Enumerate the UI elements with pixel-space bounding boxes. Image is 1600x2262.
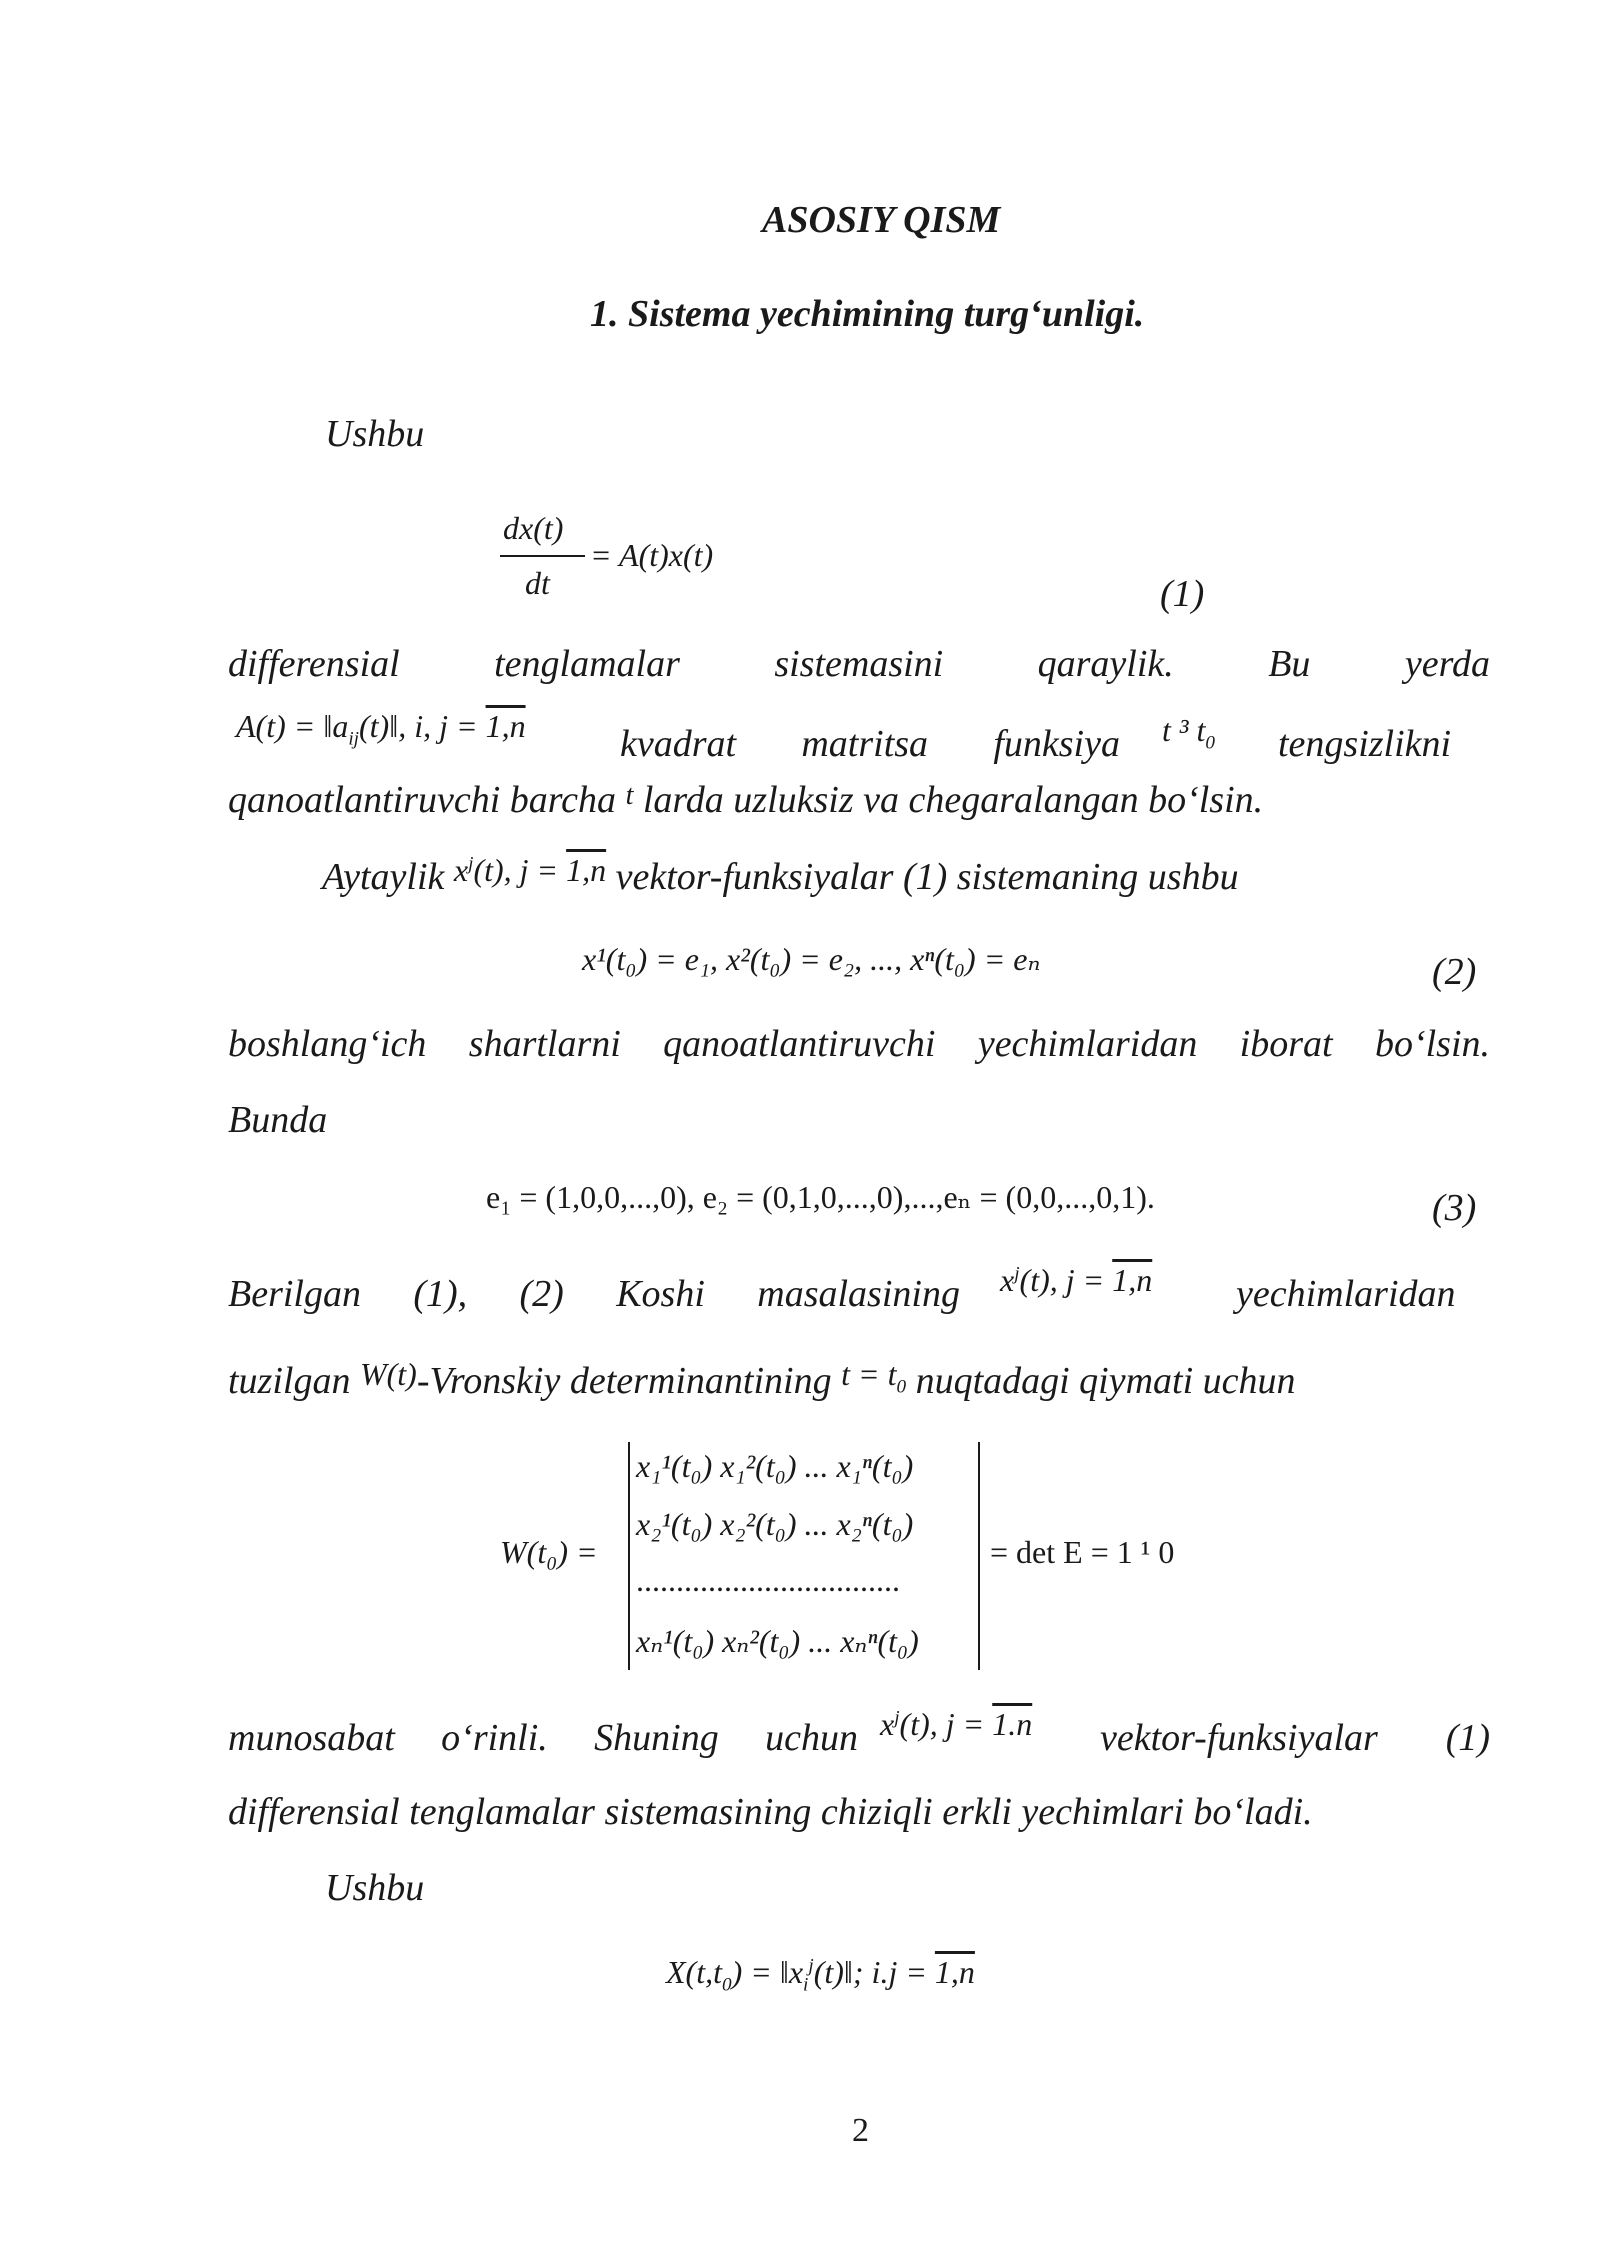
section-title: 1. Sistema yechimining turg‘unligi. [590,293,1145,335]
det-row-3: ................................. [636,1562,900,1598]
word: qaraylik. [1037,643,1174,685]
det-row-2: x₂¹(t₀) x₂²(t₀) ... x₂ⁿ(t₀) [636,1506,914,1542]
paragraph-6-tail: vektor-funksiyalar (1) [1100,1717,1490,1759]
eq1-rhs: = A(t)x(t) [590,537,714,573]
page-heading: ASOSIY QISM [762,199,1001,241]
eq1-fraction-line [500,555,585,557]
paragraph-4-line-2: Bunda [228,1099,328,1141]
eq1-numerator: dx(t) [503,510,564,546]
page-number: 2 [852,2112,869,2149]
equation-3: e₁ = (1,0,0,...,0), e₂ = (0,1,0,...,0),...,eₙ = (0,0,...,0,1). [486,1179,1155,1215]
word: differensial [228,643,400,685]
paragraph-4-line-1: boshlang‘ich shartlarni qanoatlantiruvchi yechimlaridan iborat bo‘lsin. [228,1023,1490,1065]
matrix-definition: $A(t) = ‖a_{ij}(t)‖$, i, j = 1,n [236,708,526,750]
det-left-bar [628,1442,630,1670]
paragraph-6-line-2: differensial tenglamalar sistemasining chiziqli erkli yechimlari bo‘ladi. [228,1791,1313,1833]
det-right-bar [978,1442,980,1670]
word: sistemasini [774,643,944,685]
word: Bu [1268,643,1311,685]
paragraph-5-line-2: tuzilgan $^{W(t)}$-Vronskiy determinantining $^{t = t_0}$ nuqtadagi qiymati uchun [228,1356,1296,1402]
det-row-4: xₙ¹(t₀) xₙ²(t₀) ... xₙⁿ(t₀) [636,1623,919,1659]
time-condition: t ³ $t_0$ [1162,712,1215,754]
paragraph-7: Ushbu [325,1867,425,1909]
paragraph-6-words: munosabat o‘rinli. Shuning uchun [228,1717,858,1759]
det-lhs: W(t₀) = [500,1534,598,1570]
det-rhs: = det E = 1 ¹ 0 [990,1534,1175,1570]
paragraph-2-line-3: qanoatlantiruvchi barcha $^t$ larda uzluksiz va chegaralangan bo‘lsin. [228,779,1264,821]
paragraph-2-words: kvadrat matritsa funksiya [620,723,1120,765]
eq1-label: (1) [1160,573,1205,615]
paragraph-intro: Ushbu [325,413,425,455]
equation-2: x¹(t₀) = e₁, x²(t₀) = e₂, ..., xⁿ(t₀) = eₙ [582,941,1041,977]
paragraph-3-line-1: Aytaylik $^{x^j(t), j = 1,n}$ vektor-funksiyalar (1) sistemaning ushbu [322,852,1239,898]
eq2-label: (2) [1432,951,1477,993]
paragraph-5-words: Berilgan (1), (2) Koshi masalasining [228,1273,960,1315]
eq1-denominator: dt [525,565,550,601]
word-tengsizlikni: tengsizlikni [1278,723,1452,765]
det-row-1: x₁¹(t₀) x₁²(t₀) ... x₁ⁿ(t₀) [636,1448,914,1484]
paragraph-2-line-1 [228,642,1490,686]
word: tenglamalar [494,643,680,685]
solution-notation: $x^j(t)$, j = 1,n [1000,1262,1153,1298]
solution-notation-2: $x^j(t)$, j = 1.n [880,1706,1033,1742]
eq3-label: (3) [1432,1187,1477,1229]
word-yechimlaridan: yechimlaridan [1236,1273,1456,1315]
word: yerda [1404,643,1490,685]
equation-4: $X(t,t_0)$ = $‖x_i^j(t)‖$; i.j = 1,n [666,1954,975,1996]
